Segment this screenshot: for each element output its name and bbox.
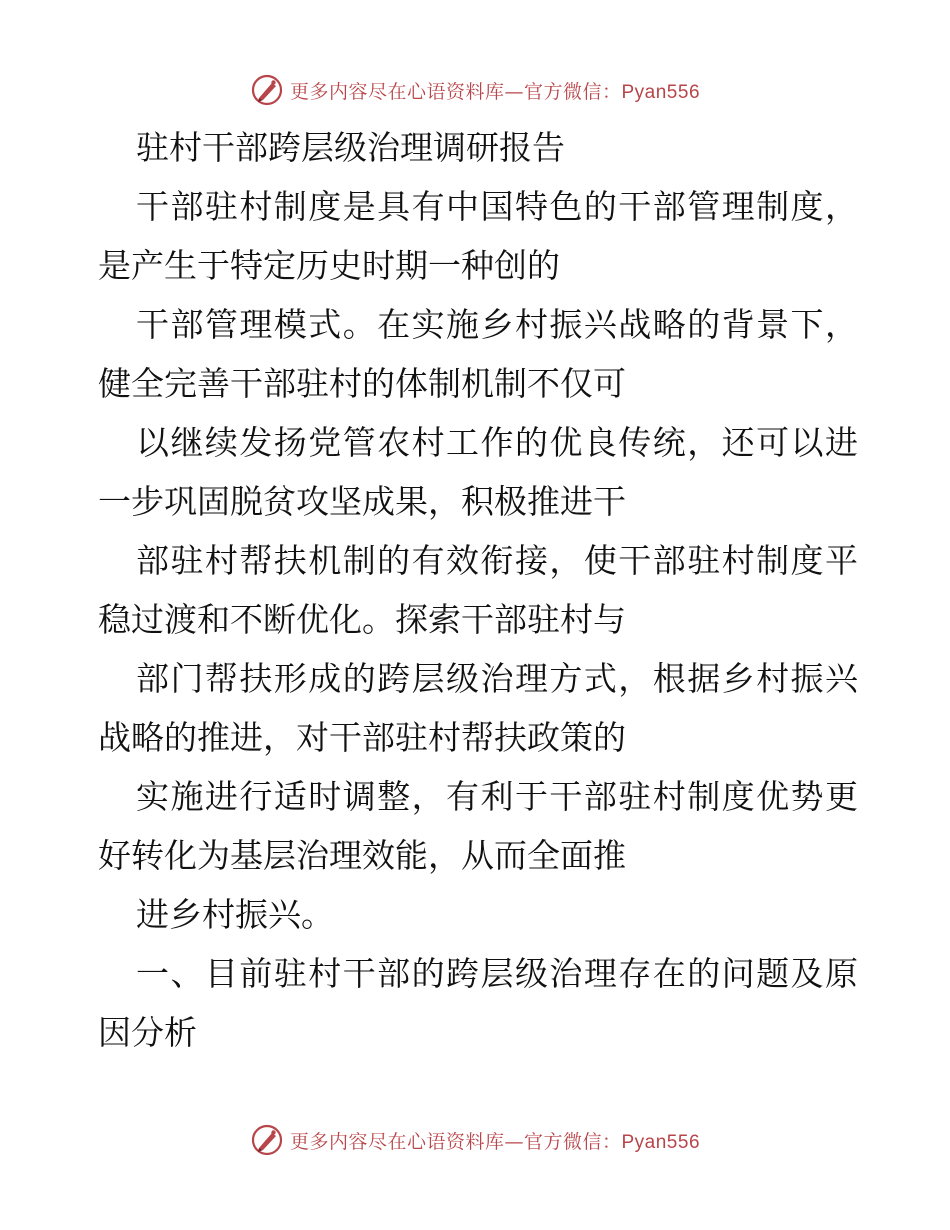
text-line: 部驻村帮扶机制的有效衔接，使干部驻村制度平 bbox=[136, 541, 858, 580]
text-line: 部门帮扶形成的跨层级治理方式，根据乡村振兴 bbox=[136, 659, 858, 698]
text-line: 健全完善干部驻村的体制机制不仅可 bbox=[98, 364, 626, 403]
text-line: 战略的推进，对干部驻村帮扶政策的 bbox=[98, 718, 626, 757]
text-line: 驻村干部跨层级治理调研报告 bbox=[136, 128, 565, 167]
text-line: 干部管理模式。在实施乡村振兴战略的背景下， bbox=[136, 305, 858, 344]
pen-circle-logo-icon bbox=[250, 73, 284, 107]
banner-text bbox=[290, 77, 700, 104]
wechat-id: Pyan556 bbox=[621, 1131, 701, 1153]
text-line: 以继续发扬党管农村工作的优良传统，还可以进 bbox=[136, 423, 858, 462]
banner-text bbox=[290, 1127, 700, 1154]
wechat-id: Pyan556 bbox=[621, 81, 701, 103]
pen-circle-logo-icon bbox=[250, 1123, 284, 1157]
text-line: 进乡村振兴。 bbox=[136, 895, 334, 934]
text-line: 因分析 bbox=[98, 1013, 197, 1052]
text-line: 一步巩固脱贫攻坚成果，积极推进干 bbox=[98, 482, 626, 521]
text-line: 是产生于特定历史时期一种创的 bbox=[98, 246, 560, 285]
banner-slogan: 更多内容尽在心语资料库—官方微信： bbox=[289, 1130, 622, 1153]
text-line: 好转化为基层治理效能，从而全面推 bbox=[98, 836, 626, 875]
footer-banner bbox=[0, 1120, 950, 1160]
text-line: 实施进行适时调整，有利于干部驻村制度优势更 bbox=[136, 777, 858, 816]
text-line: 一、目前驻村干部的跨层级治理存在的问题及原 bbox=[136, 954, 858, 993]
banner-slogan: 更多内容尽在心语资料库—官方微信： bbox=[289, 80, 622, 103]
text-line: 干部驻村制度是具有中国特色的干部管理制度， bbox=[136, 187, 858, 226]
text-line: 稳过渡和不断优化。探索干部驻村与 bbox=[98, 600, 626, 639]
document-body bbox=[98, 118, 858, 1062]
header-banner bbox=[0, 70, 950, 110]
